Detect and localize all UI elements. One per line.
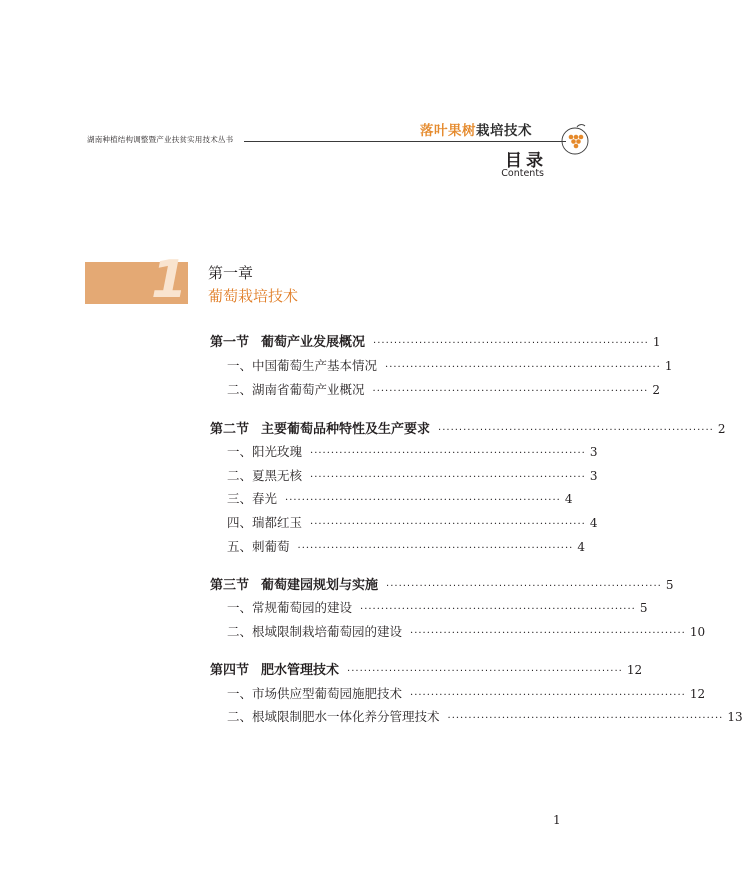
book-title	[420, 119, 532, 139]
item-title: 二、湖南省葡萄产业概况	[227, 382, 365, 397]
leader-dots: ··································································	[438, 425, 714, 436]
leader-dots: ··································································	[410, 628, 686, 639]
leader-dots: ··································································	[297, 543, 574, 554]
leader-dots: ··································································	[410, 690, 686, 701]
series-title: 湖南种植结构调整暨产业扶贫实用技术丛书	[87, 135, 234, 144]
chapter-number: 1	[151, 250, 188, 310]
page-ref: 12	[689, 687, 706, 701]
book-title-accent: 落叶果树	[420, 123, 476, 139]
toc-section[interactable]	[210, 575, 674, 595]
page-ref: 4	[564, 492, 573, 506]
leader-dots: ··································································	[285, 495, 561, 506]
page-ref: 2	[717, 422, 726, 436]
toc-item[interactable]	[227, 356, 673, 376]
page-ref: 10	[689, 625, 706, 639]
leader-dots: ··································································	[447, 713, 724, 724]
page-ref: 5	[639, 601, 648, 615]
section-title: 葡萄产业发展概况	[261, 335, 366, 350]
item-title: 二、根域限制肥水一体化养分管理技术	[227, 709, 440, 724]
page-ref: 1	[652, 335, 661, 349]
toc-section[interactable]	[210, 660, 643, 680]
item-title: 一、阳光玫瑰	[227, 444, 303, 459]
item-title: 四、瑞都红玉	[227, 515, 303, 530]
section-title: 葡萄建园规划与实施	[261, 578, 379, 593]
leader-dots: ··································································	[372, 386, 649, 397]
book-title-rest: 栽培技术	[476, 123, 532, 139]
page-ref: 4	[589, 516, 598, 530]
item-title: 二、根域限制栽培葡萄园的建设	[227, 624, 403, 639]
page-ref: 5	[665, 578, 674, 592]
toc-title: 目录	[505, 151, 547, 171]
section-title: 肥水管理技术	[261, 663, 340, 678]
item-title: 一、市场供应型葡萄园施肥技术	[227, 686, 403, 701]
page-ref: 3	[589, 469, 598, 483]
page-ref: 4	[577, 540, 585, 554]
toc-item[interactable]	[227, 537, 585, 557]
grape-icon	[561, 121, 591, 159]
page-ref: 3	[589, 445, 598, 459]
page-number: 1	[553, 813, 561, 827]
toc-item[interactable]	[227, 380, 660, 400]
toc-item[interactable]	[227, 466, 598, 486]
item-title: 二、夏黑无核	[227, 468, 303, 483]
section-number: 第一节	[210, 335, 250, 350]
toc-item[interactable]	[227, 684, 706, 704]
chapter-title: 葡萄栽培技术	[208, 287, 299, 305]
leader-dots: ··································································	[360, 604, 636, 615]
leader-dots: ··································································	[373, 338, 649, 349]
toc-item[interactable]	[227, 442, 598, 462]
item-title: 三、春光	[227, 491, 278, 506]
toc-item[interactable]	[227, 707, 743, 727]
page-ref: 13	[727, 710, 743, 724]
leader-dots: ··································································	[310, 519, 586, 530]
item-title: 一、中国葡萄生产基本情况	[227, 358, 378, 373]
section-number: 第三节	[210, 578, 250, 593]
page-ref: 1	[664, 359, 673, 373]
toc-item[interactable]	[227, 622, 706, 642]
leader-dots: ··································································	[347, 666, 623, 677]
section-number: 第二节	[210, 422, 250, 437]
leader-dots: ··································································	[386, 581, 662, 592]
toc-section[interactable]	[210, 332, 661, 352]
leader-dots: ··································································	[310, 472, 586, 483]
chapter-label: 第一章	[208, 264, 254, 282]
item-title: 一、常规葡萄园的建设	[227, 600, 353, 615]
toc-item[interactable]	[227, 513, 598, 533]
toc-item[interactable]	[227, 489, 573, 509]
section-title: 主要葡萄品种特性及生产要求	[261, 422, 431, 437]
header-rule	[244, 141, 566, 142]
toc-section[interactable]	[210, 419, 726, 439]
leader-dots: ··································································	[385, 362, 661, 373]
page-ref: 12	[626, 663, 643, 677]
toc-item[interactable]	[227, 598, 648, 618]
toc-subtitle: Contents	[501, 168, 544, 179]
item-title: 五、刺葡萄	[227, 539, 290, 554]
leader-dots: ··································································	[310, 448, 586, 459]
section-number: 第四节	[210, 663, 250, 678]
page-ref: 2	[652, 383, 660, 397]
